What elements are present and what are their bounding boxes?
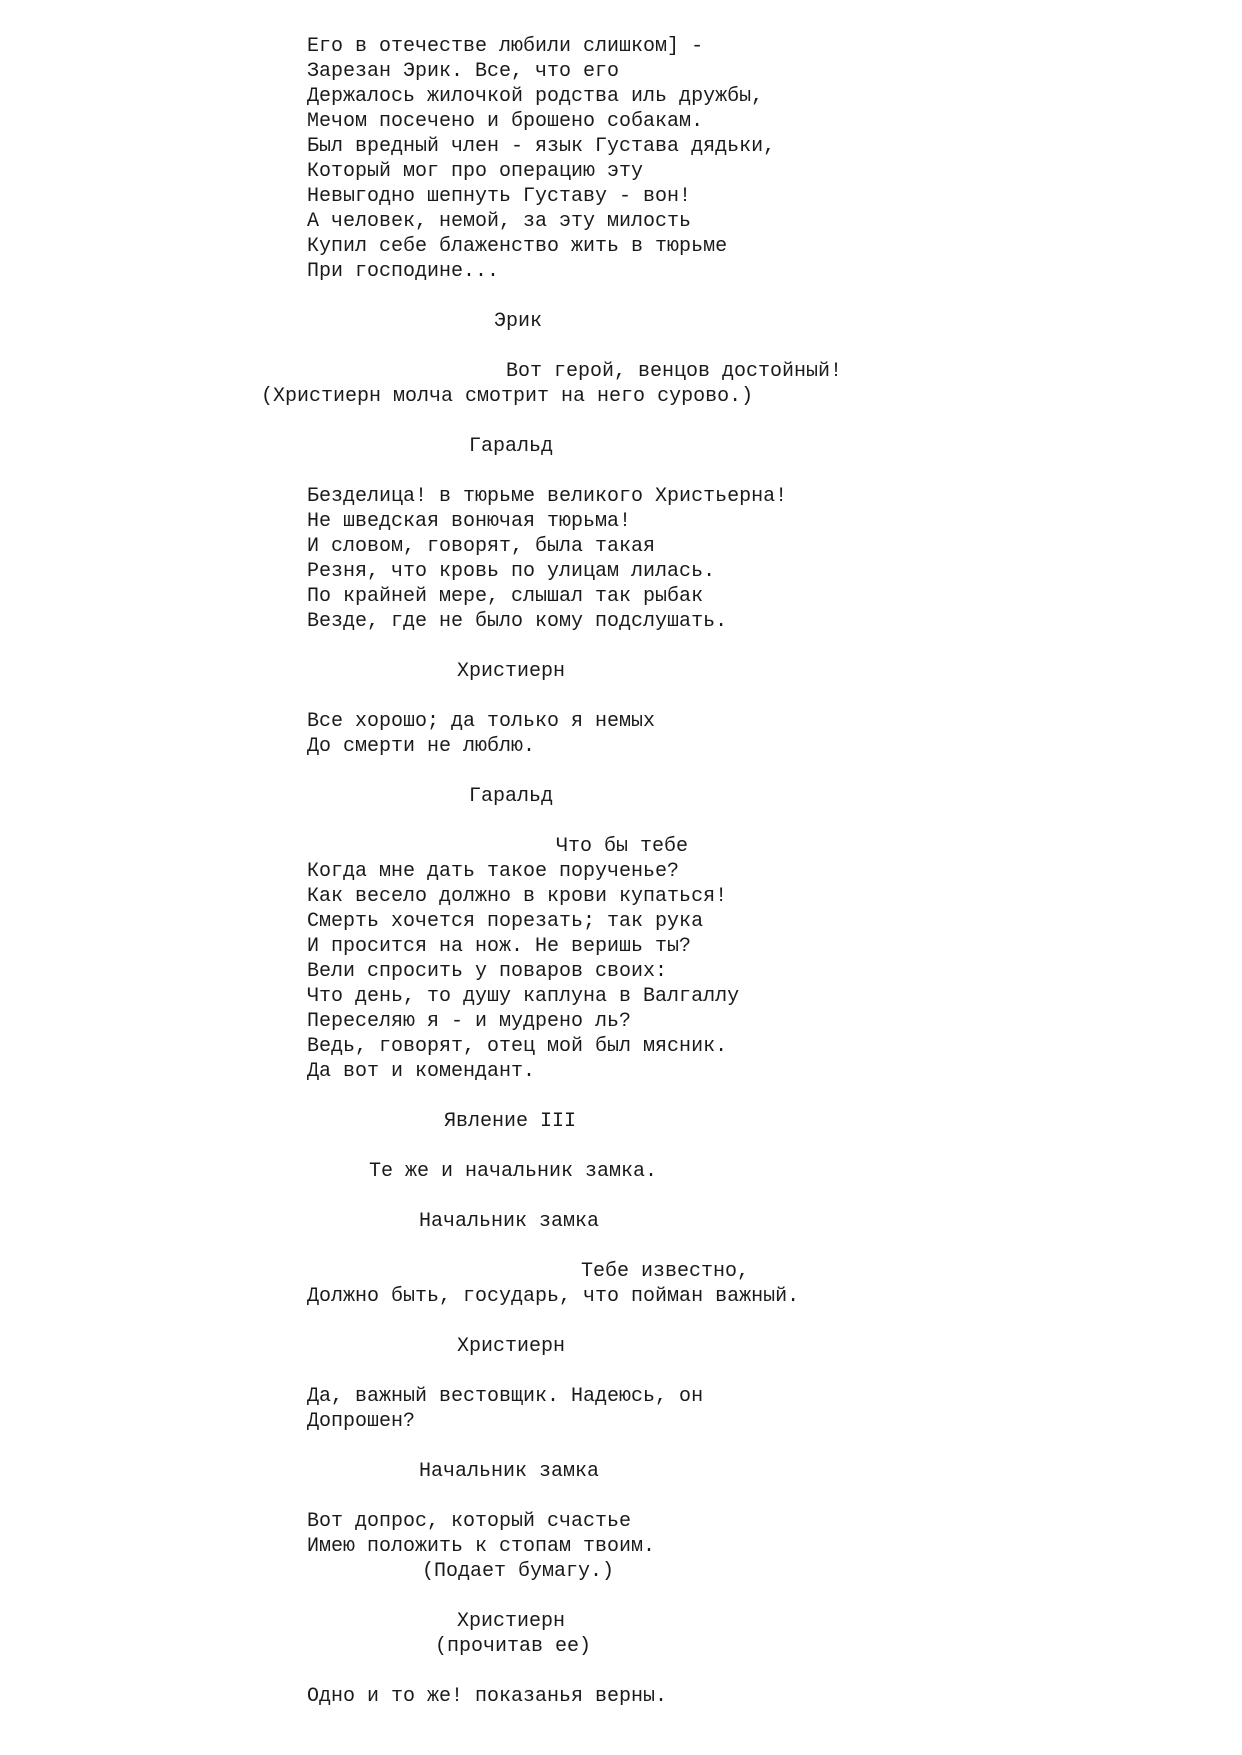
verse-line: Вот герой, венцов достойный! <box>506 360 843 383</box>
verse-line: Все хорошо; да только я немых <box>307 710 656 733</box>
verse-line: Должно быть, государь, что пойман важный. <box>307 1285 800 1308</box>
verse-line: Тебе известно, <box>581 1260 750 1283</box>
verse-line: Мечом посечено и брошено собакам. <box>307 110 704 133</box>
verse-line: Зарезан Эрик. Все, что его <box>307 60 620 83</box>
verse-line: Вели спросить у поваров своих: <box>307 960 668 983</box>
speaker-name: Гаральд <box>469 435 554 458</box>
verse-line: Что день, то душу каплуна в Валгаллу <box>307 985 740 1008</box>
verse-line: Имею положить к стопам твоим. <box>307 1535 656 1558</box>
verse-line: Смерть хочется порезать; так рука <box>307 910 704 933</box>
verse-line: Ведь, говорят, отец мой был мясник. <box>307 1035 728 1058</box>
verse-line: Одно и то же! показанья верны. <box>307 1685 668 1708</box>
verse-line: Допрошен? <box>307 1410 416 1433</box>
verse-line: Переселяю я - и мудрено ль? <box>307 1010 632 1033</box>
speaker-name: Гаральд <box>469 785 554 808</box>
verse-line: Вот допрос, который счастье <box>307 1510 632 1533</box>
verse-line: И словом, говорят, была такая <box>307 535 656 558</box>
verse-line: По крайней мере, слышал так рыбак <box>307 585 704 608</box>
scene-cast: Те же и начальник замка. <box>369 1160 658 1183</box>
speaker-name: Христиерн <box>457 1335 566 1358</box>
verse-line: Его в отечестве любили слишком] - <box>307 35 704 58</box>
verse-line: Как весело должно в крови купаться! <box>307 885 728 908</box>
speaker-name: Начальник замка <box>419 1210 600 1233</box>
scene-title: Явление III <box>444 1110 577 1133</box>
verse-line: До смерти не люблю. <box>307 735 536 758</box>
verse-line: Резня, что кровь по улицам лилась. <box>307 560 716 583</box>
verse-line: Да, важный вестовщик. Надеюсь, он <box>307 1385 704 1408</box>
verse-line: Держалось жилочкой родства иль дружбы, <box>307 85 764 108</box>
verse-line: И просится на нож. Не веришь ты? <box>307 935 692 958</box>
speaker-name: Христиерн <box>457 660 566 683</box>
verse-line: Был вредный член - язык Густава дядьки, <box>307 135 776 158</box>
speaker-name: Начальник замка <box>419 1460 600 1483</box>
verse-line: Да вот и комендант. <box>307 1060 536 1083</box>
speaker-name: Эрик <box>494 310 543 333</box>
stage-direction: (прочитав ее) <box>435 1635 592 1658</box>
verse-line: Который мог про операцию эту <box>307 160 644 183</box>
verse-line: Купил себе блаженство жить в тюрьме <box>307 235 728 258</box>
stage-direction: (Христиерн молча смотрит на него сурово.) <box>261 385 754 408</box>
verse-line: Везде, где не было кому подслушать. <box>307 610 728 633</box>
verse-line: А человек, немой, за эту милость <box>307 210 692 233</box>
verse-line: Не шведская вонючая тюрьма! <box>307 510 632 533</box>
verse-line: Когда мне дать такое порученье? <box>307 860 680 883</box>
speaker-name: Христиерн <box>457 1610 566 1633</box>
verse-line: Что бы тебе <box>556 835 689 858</box>
stage-direction: (Подает бумагу.) <box>422 1560 615 1583</box>
verse-line: При господине... <box>307 260 500 283</box>
verse-line: Безделица! в тюрьме великого Христьерна! <box>307 485 788 508</box>
verse-line: Невыгодно шепнуть Густаву - вон! <box>307 185 692 208</box>
